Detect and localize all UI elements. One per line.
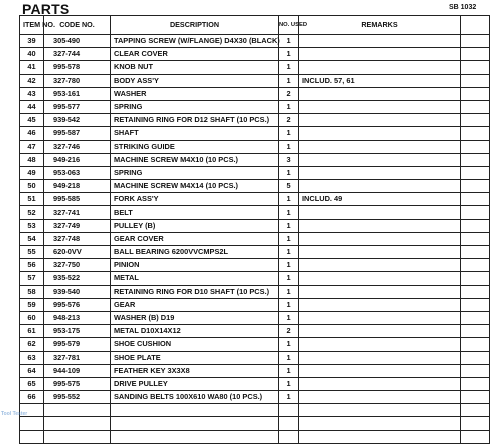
extra-cell	[461, 246, 490, 259]
item-no-cell: 39	[20, 35, 44, 48]
code-no-cell: 995-552	[44, 391, 111, 404]
no-used-cell: 1	[279, 364, 299, 377]
table-row	[20, 193, 490, 206]
empty-cell	[461, 430, 490, 443]
code-no-cell: 327-780	[44, 74, 111, 87]
table-row	[20, 35, 490, 48]
extra-cell	[461, 74, 490, 87]
empty-cell	[461, 417, 490, 430]
item-no-cell: 56	[20, 259, 44, 272]
description-cell: RETAINING RING FOR D10 SHAFT (10 PCS.)	[111, 285, 279, 298]
no-used-cell: 1	[279, 166, 299, 179]
extra-cell	[461, 298, 490, 311]
item-no-cell: 47	[20, 140, 44, 153]
table-row	[20, 232, 490, 245]
no-used-cell: 1	[279, 259, 299, 272]
no-used-cell: 1	[279, 219, 299, 232]
table-body	[20, 35, 490, 444]
description-cell: BALL BEARING 6200VVCMPS2L	[111, 246, 279, 259]
code-no-cell: 939-540	[44, 285, 111, 298]
description-cell: SHAFT	[111, 127, 279, 140]
table-row	[20, 61, 490, 74]
remarks-cell	[299, 61, 461, 74]
parts-table	[19, 15, 490, 444]
item-no-cell: 65	[20, 377, 44, 390]
extra-cell	[461, 180, 490, 193]
remarks-cell	[299, 325, 461, 338]
description-cell: CLEAR COVER	[111, 48, 279, 61]
remarks-cell	[299, 298, 461, 311]
table-row	[20, 180, 490, 193]
no-used-cell: 3	[279, 153, 299, 166]
code-no-cell: 995-577	[44, 100, 111, 113]
empty-cell	[279, 404, 299, 417]
extra-cell	[461, 232, 490, 245]
description-cell: STRIKING GUIDE	[111, 140, 279, 153]
extra-cell	[461, 153, 490, 166]
empty-cell	[111, 404, 279, 417]
remarks-cell	[299, 180, 461, 193]
remarks-cell	[299, 259, 461, 272]
empty-cell	[299, 404, 461, 417]
extra-cell	[461, 391, 490, 404]
code-no-cell: 327-749	[44, 219, 111, 232]
remarks-cell	[299, 351, 461, 364]
remarks-cell	[299, 391, 461, 404]
extra-cell	[461, 140, 490, 153]
table-row	[20, 87, 490, 100]
code-no-cell: 949-216	[44, 153, 111, 166]
extra-cell	[461, 35, 490, 48]
code-no-cell: 953-175	[44, 325, 111, 338]
code-no-cell: 327-781	[44, 351, 111, 364]
table-row	[20, 377, 490, 390]
code-no-cell: 995-576	[44, 298, 111, 311]
code-no-cell: 953-063	[44, 166, 111, 179]
table-row	[20, 298, 490, 311]
remarks-cell	[299, 338, 461, 351]
item-no-cell: 46	[20, 127, 44, 140]
item-no-cell: 58	[20, 285, 44, 298]
watermark-text: Tool Tester	[1, 411, 28, 417]
table-row	[20, 140, 490, 153]
code-no-cell: 305-490	[44, 35, 111, 48]
empty-table-row	[20, 430, 490, 443]
empty-cell	[299, 417, 461, 430]
extra-cell	[461, 364, 490, 377]
table-row	[20, 272, 490, 285]
code-no-cell: 995-575	[44, 377, 111, 390]
extra-cell	[461, 206, 490, 219]
extra-cell	[461, 114, 490, 127]
extra-cell	[461, 285, 490, 298]
remarks-cell	[299, 114, 461, 127]
description-cell: GEAR	[111, 298, 279, 311]
code-no-cell: 939-542	[44, 114, 111, 127]
code-no-cell: 620-0VV	[44, 246, 111, 259]
remarks-cell	[299, 166, 461, 179]
description-cell: FORK ASS'Y	[111, 193, 279, 206]
empty-cell	[279, 430, 299, 443]
remarks-cell	[299, 246, 461, 259]
no-used-cell: 1	[279, 298, 299, 311]
table-row	[20, 311, 490, 324]
code-no-cell: 995-579	[44, 338, 111, 351]
remarks-cell	[299, 153, 461, 166]
description-cell: MACHINE SCREW M4X10 (10 PCS.)	[111, 153, 279, 166]
no-used-cell: 1	[279, 246, 299, 259]
empty-cell	[461, 404, 490, 417]
item-no-cell: 63	[20, 351, 44, 364]
no-used-cell: 1	[279, 61, 299, 74]
no-used-cell: 1	[279, 272, 299, 285]
item-no-cell: 61	[20, 325, 44, 338]
extra-cell	[461, 377, 490, 390]
no-used-cell: 1	[279, 35, 299, 48]
remarks-cell	[299, 285, 461, 298]
table-header-row	[20, 16, 490, 35]
empty-cell	[44, 430, 111, 443]
extra-cell	[461, 48, 490, 61]
extra-cell	[461, 61, 490, 74]
no-used-cell: 1	[279, 48, 299, 61]
table-row	[20, 351, 490, 364]
empty-cell	[111, 417, 279, 430]
description-cell: WASHER (B) D19	[111, 311, 279, 324]
description-cell: RETAINING RING FOR D12 SHAFT (10 PCS.)	[111, 114, 279, 127]
no-used-cell: 1	[279, 232, 299, 245]
code-no-cell: 995-585	[44, 193, 111, 206]
item-no-cell: 44	[20, 100, 44, 113]
description-cell: METAL D10X14X12	[111, 325, 279, 338]
no-used-cell: 2	[279, 87, 299, 100]
header-description: DESCRIPTION	[111, 16, 279, 35]
description-cell: MACHINE SCREW M4X14 (10 PCS.)	[111, 180, 279, 193]
remarks-cell	[299, 100, 461, 113]
code-no-cell: 949-218	[44, 180, 111, 193]
parts-table-container	[19, 15, 475, 444]
header-no-used: NO. USED	[279, 16, 299, 35]
extra-cell	[461, 311, 490, 324]
item-no-cell: 54	[20, 232, 44, 245]
table-row	[20, 338, 490, 351]
no-used-cell: 1	[279, 377, 299, 390]
table-row	[20, 259, 490, 272]
description-cell: PINION	[111, 259, 279, 272]
item-no-cell: 53	[20, 219, 44, 232]
extra-cell	[461, 87, 490, 100]
description-cell: GEAR COVER	[111, 232, 279, 245]
extra-cell	[461, 272, 490, 285]
code-no-cell: 327-744	[44, 48, 111, 61]
remarks-cell	[299, 219, 461, 232]
table-row	[20, 114, 490, 127]
empty-table-row	[20, 417, 490, 430]
remarks-cell	[299, 272, 461, 285]
table-row	[20, 100, 490, 113]
code-no-cell: 995-578	[44, 61, 111, 74]
item-no-cell: 40	[20, 48, 44, 61]
no-used-cell: 2	[279, 325, 299, 338]
empty-table-row	[20, 404, 490, 417]
no-used-cell: 1	[279, 338, 299, 351]
code-no-cell: 944-109	[44, 364, 111, 377]
table-row	[20, 246, 490, 259]
description-cell: FEATHER KEY 3X3X8	[111, 364, 279, 377]
empty-cell	[44, 417, 111, 430]
table-row	[20, 153, 490, 166]
description-cell: METAL	[111, 272, 279, 285]
code-no-cell: 327-750	[44, 259, 111, 272]
table-row	[20, 364, 490, 377]
page-reference: SB 1032	[449, 4, 477, 11]
description-cell: KNOB NUT	[111, 61, 279, 74]
page-title: PARTS	[22, 1, 70, 17]
watermark-logo	[1, 412, 27, 417]
no-used-cell: 1	[279, 74, 299, 87]
code-no-cell: 327-748	[44, 232, 111, 245]
no-used-cell: 1	[279, 140, 299, 153]
header-remarks: REMARKS	[299, 16, 461, 35]
empty-cell	[299, 430, 461, 443]
table-row	[20, 325, 490, 338]
item-no-cell: 64	[20, 364, 44, 377]
remarks-cell	[299, 87, 461, 100]
description-cell: SANDING BELTS 100X610 WA80 (10 PCS.)	[111, 391, 279, 404]
item-no-cell: 51	[20, 193, 44, 206]
remarks-cell	[299, 311, 461, 324]
item-no-cell: 66	[20, 391, 44, 404]
extra-cell	[461, 100, 490, 113]
description-cell: SPRING	[111, 166, 279, 179]
item-no-cell: 41	[20, 61, 44, 74]
item-no-cell: 60	[20, 311, 44, 324]
item-no-cell: 59	[20, 298, 44, 311]
extra-cell	[461, 325, 490, 338]
table-row	[20, 127, 490, 140]
item-no-cell: 48	[20, 153, 44, 166]
table-row	[20, 206, 490, 219]
remarks-cell	[299, 377, 461, 390]
item-no-cell: 52	[20, 206, 44, 219]
empty-cell	[279, 417, 299, 430]
header-code-no: CODE NO.	[44, 16, 111, 35]
extra-cell	[461, 338, 490, 351]
no-used-cell: 1	[279, 100, 299, 113]
table-row	[20, 285, 490, 298]
header-item-no: ITEM NO.	[20, 16, 44, 35]
no-used-cell: 1	[279, 127, 299, 140]
header-extra-column	[461, 16, 490, 35]
extra-cell	[461, 351, 490, 364]
code-no-cell: 948-213	[44, 311, 111, 324]
no-used-cell: 1	[279, 206, 299, 219]
item-no-cell: 42	[20, 74, 44, 87]
empty-cell	[111, 430, 279, 443]
empty-cell	[20, 417, 44, 430]
extra-cell	[461, 127, 490, 140]
table-row	[20, 74, 490, 87]
description-cell: BODY ASS'Y	[111, 74, 279, 87]
remarks-cell	[299, 206, 461, 219]
no-used-cell: 2	[279, 114, 299, 127]
code-no-cell: 327-741	[44, 206, 111, 219]
remarks-cell	[299, 48, 461, 61]
item-no-cell: 62	[20, 338, 44, 351]
empty-cell	[20, 430, 44, 443]
item-no-cell: 55	[20, 246, 44, 259]
no-used-cell: 1	[279, 285, 299, 298]
description-cell: PULLEY (B)	[111, 219, 279, 232]
remarks-cell: INCLUD. 49	[299, 193, 461, 206]
remarks-cell	[299, 232, 461, 245]
remarks-cell: INCLUD. 57, 61	[299, 74, 461, 87]
no-used-cell: 1	[279, 193, 299, 206]
code-no-cell: 953-161	[44, 87, 111, 100]
table-row	[20, 48, 490, 61]
description-cell: BELT	[111, 206, 279, 219]
item-no-cell: 49	[20, 166, 44, 179]
empty-cell	[44, 404, 111, 417]
description-cell: SHOE PLATE	[111, 351, 279, 364]
description-cell: SHOE CUSHION	[111, 338, 279, 351]
item-no-cell: 50	[20, 180, 44, 193]
item-no-cell: 45	[20, 114, 44, 127]
code-no-cell: 327-746	[44, 140, 111, 153]
item-no-cell: 57	[20, 272, 44, 285]
description-cell: WASHER	[111, 87, 279, 100]
table-row	[20, 166, 490, 179]
remarks-cell	[299, 35, 461, 48]
extra-cell	[461, 259, 490, 272]
item-no-cell: 43	[20, 87, 44, 100]
description-cell: SPRING	[111, 100, 279, 113]
remarks-cell	[299, 140, 461, 153]
remarks-cell	[299, 127, 461, 140]
extra-cell	[461, 219, 490, 232]
description-cell: TAPPING SCREW (W/FLANGE) D4X30 (BLACK)	[111, 35, 279, 48]
no-used-cell: 5	[279, 180, 299, 193]
no-used-cell: 1	[279, 351, 299, 364]
code-no-cell: 995-587	[44, 127, 111, 140]
no-used-cell: 1	[279, 311, 299, 324]
no-used-cell: 1	[279, 391, 299, 404]
description-cell: DRIVE PULLEY	[111, 377, 279, 390]
extra-cell	[461, 166, 490, 179]
remarks-cell	[299, 364, 461, 377]
table-row	[20, 219, 490, 232]
table-row	[20, 391, 490, 404]
code-no-cell: 935-522	[44, 272, 111, 285]
extra-cell	[461, 193, 490, 206]
